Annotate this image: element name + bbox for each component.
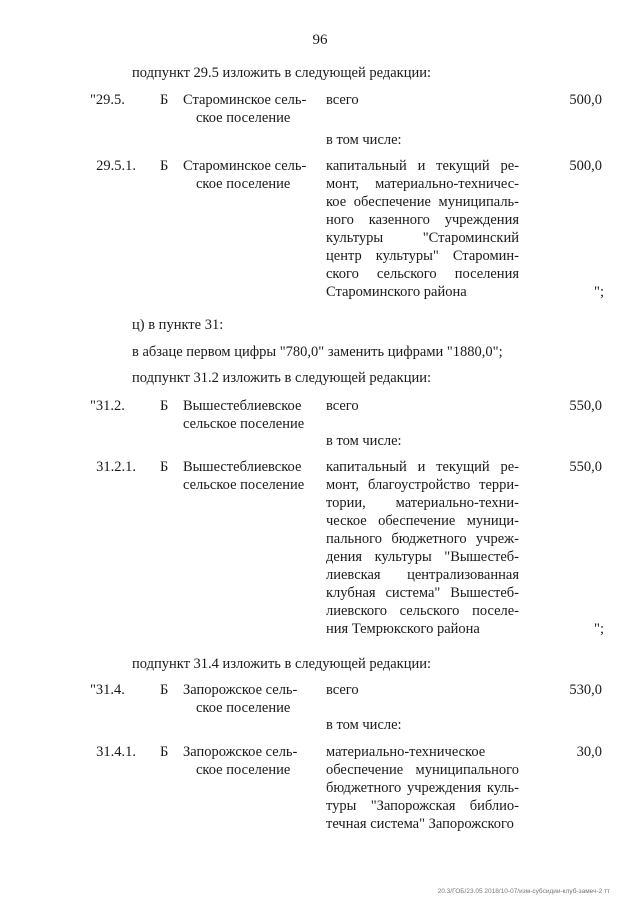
row-description: капитальный и текущий ре- монт, материально-техничес- кое обеспечение муниципаль- ного казенного учреждения культуры "Староминский центр культуры" Старомин- ского сельского поселения Староминского района	[326, 158, 519, 300]
closing-quote: ";	[594, 621, 604, 637]
row-number: "31.4.	[90, 682, 125, 698]
paragraph-replace-figures: в абзаце первом цифры "780,0" заменить цифрами "1880,0";	[132, 344, 503, 360]
row-letter: Б	[160, 158, 169, 174]
paragraph-item-ts: ц) в пункте 31:	[132, 317, 224, 333]
row-description: в том числе:	[326, 433, 402, 449]
row-number: 31.4.1.	[96, 744, 136, 760]
row-name: Запорожское сель- ское поселение	[183, 744, 298, 778]
row-name: Староминское сель- ское поселение	[183, 158, 307, 192]
row-amount: 530,0	[569, 682, 602, 698]
row-description: в том числе:	[326, 717, 402, 733]
row-description: капитальный и текущий ре- монт, благоустройство терри- тории, материально-техни- ческое обеспечение муници- пального бюджетного учреж- дения культуры "Вышестеб- лиевская централизованная клубная система" Вышестеб- лиевского сельского поселе- ния Темрюкского района	[326, 459, 519, 637]
closing-quote: ";	[594, 284, 604, 300]
footer-file-path: 20.3/ГОБ/23.05 2018/10-07/изм-субсидии-клуб-замеч-2 тт	[437, 888, 610, 895]
row-letter: Б	[160, 92, 169, 108]
row-amount: 500,0	[569, 92, 602, 108]
row-name: Вышестеблиевское сельское поселение	[183, 398, 305, 432]
row-number: 31.2.1.	[96, 459, 136, 475]
row-name: Вышестеблиевское сельское поселение	[183, 459, 305, 493]
row-description: материально-техническое обеспечение муниципального бюджетного учреждения куль- туры "Запорожская библио- течная система" Запорожского	[326, 744, 519, 832]
row-description: всего	[326, 682, 359, 698]
row-amount: 550,0	[569, 459, 602, 475]
row-description: в том числе:	[326, 132, 402, 148]
page-number: 96	[312, 32, 328, 48]
row-description: всего	[326, 92, 359, 108]
row-number: 29.5.1.	[96, 158, 136, 174]
row-amount: 500,0	[569, 158, 602, 174]
row-letter: Б	[160, 682, 169, 698]
paragraph-31-4-intro: подпункт 31.4 изложить в следующей редакции:	[132, 656, 432, 672]
row-amount: 30,0	[576, 744, 602, 760]
row-letter: Б	[160, 398, 169, 414]
row-name: Запорожское сель- ское поселение	[183, 682, 298, 716]
paragraph-31-2-intro: подпункт 31.2 изложить в следующей редакции:	[132, 370, 432, 386]
row-description: всего	[326, 398, 359, 414]
row-number: "29.5.	[90, 92, 125, 108]
row-name: Староминское сель- ское поселение	[183, 92, 307, 126]
row-number: "31.2.	[90, 398, 125, 414]
paragraph-29-5-intro: подпункт 29.5 изложить в следующей редакции:	[132, 65, 432, 81]
row-letter: Б	[160, 744, 169, 760]
row-amount: 550,0	[569, 398, 602, 414]
row-letter: Б	[160, 459, 169, 475]
